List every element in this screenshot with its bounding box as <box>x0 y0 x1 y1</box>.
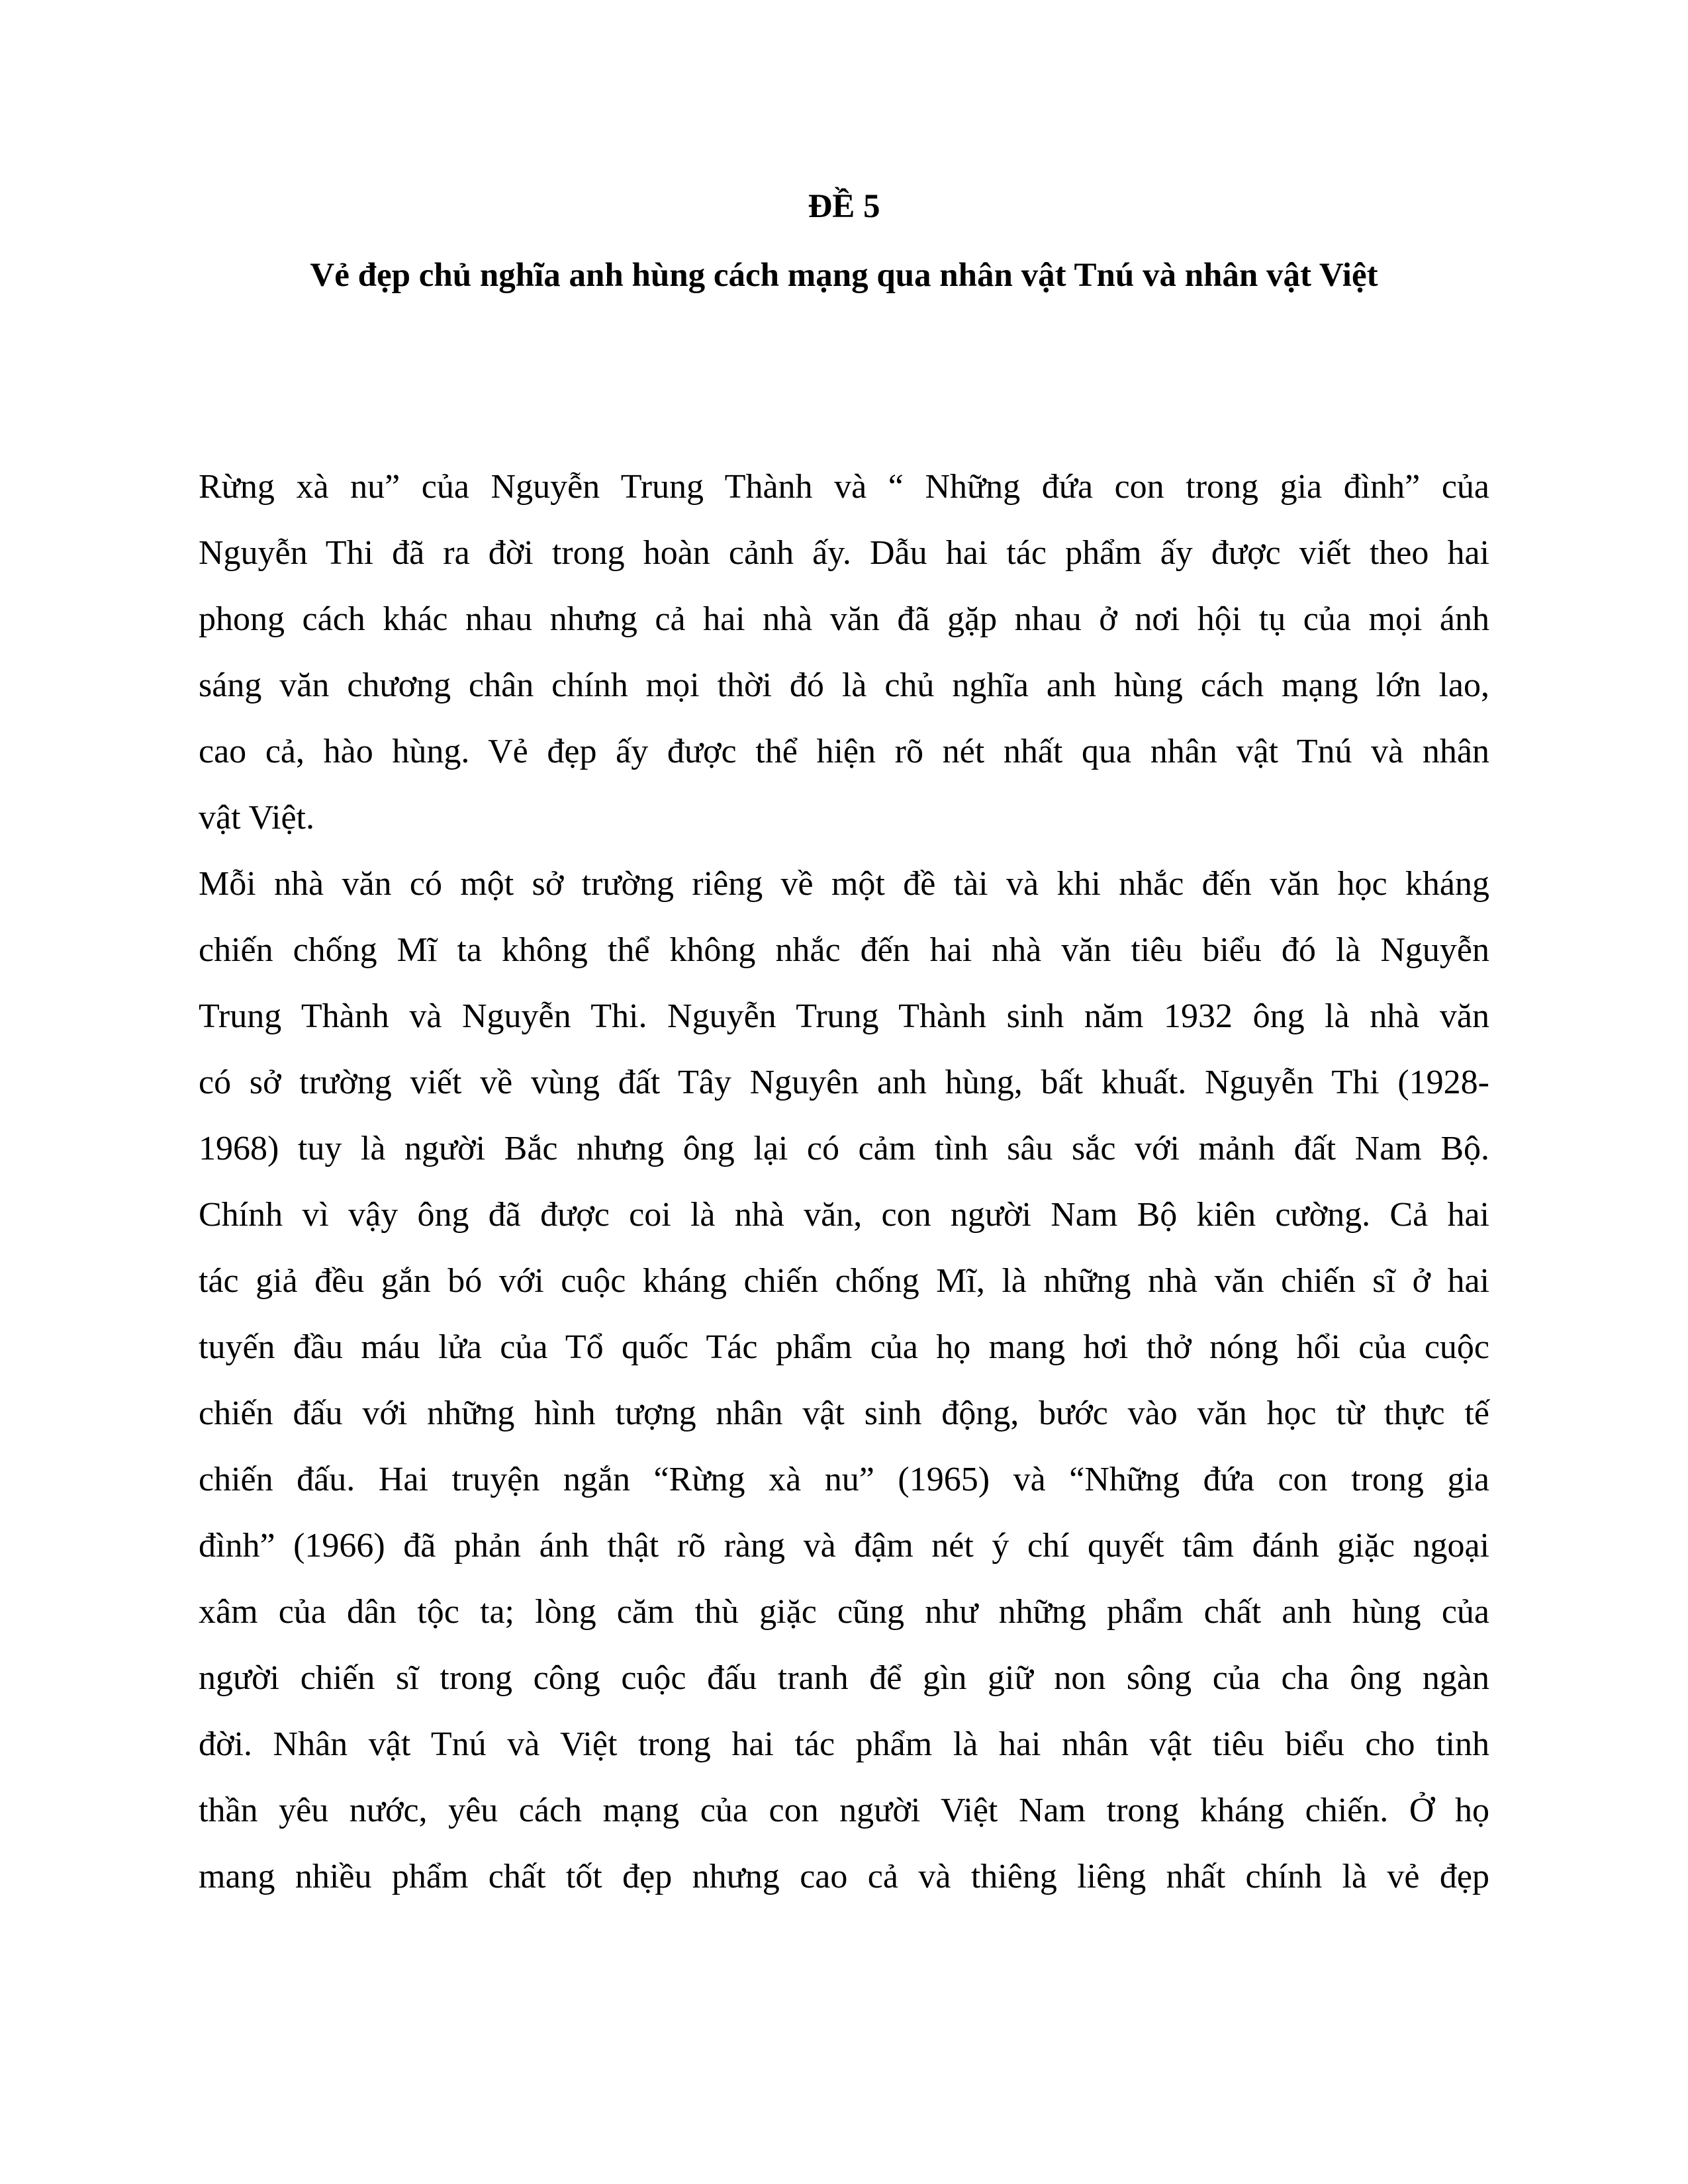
text-line: phong cách khác nhau nhưng cả hai nhà văn đã gặp nhau ở nơi hội tụ của mọi ánh <box>199 600 1489 638</box>
text-line: Nguyễn Thi đã ra đời trong hoàn cảnh ấy. Dẫu hai tác phẩm ấy được viết theo hai <box>199 534 1489 572</box>
exam-number-heading: ĐỀ 5 <box>808 188 880 225</box>
paragraph-2 <box>199 851 1489 1910</box>
text-line: cao cả, hào hùng. Vẻ đẹp ấy được thể hiện rõ nét nhất qua nhân vật Tnú và nhân <box>199 733 1489 770</box>
text-line: 1968) tuy là người Bắc nhưng ông lại có cảm tình sâu sắc với mảnh đất Nam Bộ. <box>199 1130 1489 1167</box>
text-line: Rừng xà nu” của Nguyễn Trung Thành và “ Những đứa con trong gia đình” của <box>199 468 1489 506</box>
text-line: Trung Thành và Nguyễn Thi. Nguyễn Trung Thành sinh năm 1932 ông là nhà văn <box>199 997 1489 1035</box>
text-line: tác giả đều gắn bó với cuộc kháng chiến chống Mĩ, là những nhà văn chiến sĩ ở hai <box>199 1262 1489 1300</box>
text-line: chiến đấu. Hai truyện ngắn “Rừng xà nu” (1965) và “Những đứa con trong gia <box>199 1461 1489 1498</box>
paragraph-1 <box>199 454 1489 851</box>
text-line: thần yêu nước, yêu cách mạng của con người Việt Nam trong kháng chiến. Ở họ <box>199 1792 1489 1829</box>
text-line: người chiến sĩ trong công cuộc đấu tranh để gìn giữ non sông của cha ông ngàn <box>199 1659 1489 1697</box>
text-line: có sở trường viết về vùng đất Tây Nguyên anh hùng, bất khuất. Nguyễn Thi (1928- <box>199 1064 1489 1101</box>
text-line: đình” (1966) đã phản ánh thật rõ ràng và đậm nét ý chí quyết tâm đánh giặc ngoại <box>199 1527 1489 1565</box>
text-line: Chính vì vậy ông đã được coi là nhà văn, con người Nam Bộ kiên cường. Cả hai <box>199 1196 1489 1234</box>
text-line: mang nhiều phẩm chất tốt đẹp nhưng cao cả và thiêng liêng nhất chính là vẻ đẹp <box>199 1858 1489 1895</box>
text-line: Mỗi nhà văn có một sở trường riêng về một đề tài và khi nhắc đến văn học kháng <box>199 865 1489 903</box>
text-line: chiến chống Mĩ ta không thể không nhắc đến hai nhà văn tiêu biểu đó là Nguyễn <box>199 931 1489 969</box>
text-line: sáng văn chương chân chính mọi thời đó là chủ nghĩa anh hùng cách mạng lớn lao, <box>199 666 1489 704</box>
text-line: chiến đấu với những hình tượng nhân vật sinh động, bước vào văn học từ thực tế <box>199 1394 1489 1432</box>
text-line: tuyến đầu máu lửa của Tổ quốc Tác phẩm của họ mang hơi thở nóng hổi của cuộc <box>199 1328 1489 1366</box>
text-line: xâm của dân tộc ta; lòng căm thù giặc cũng như những phẩm chất anh hùng của <box>199 1593 1489 1631</box>
text-line: đời. Nhân vật Tnú và Việt trong hai tác phẩm là hai nhân vật tiêu biểu cho tinh <box>199 1725 1489 1763</box>
essay-title: Vẻ đẹp chủ nghĩa anh hùng cách mạng qua nhân vật Tnú và nhân vật Việt <box>310 257 1378 294</box>
text-line: vật Việt. <box>199 799 314 837</box>
